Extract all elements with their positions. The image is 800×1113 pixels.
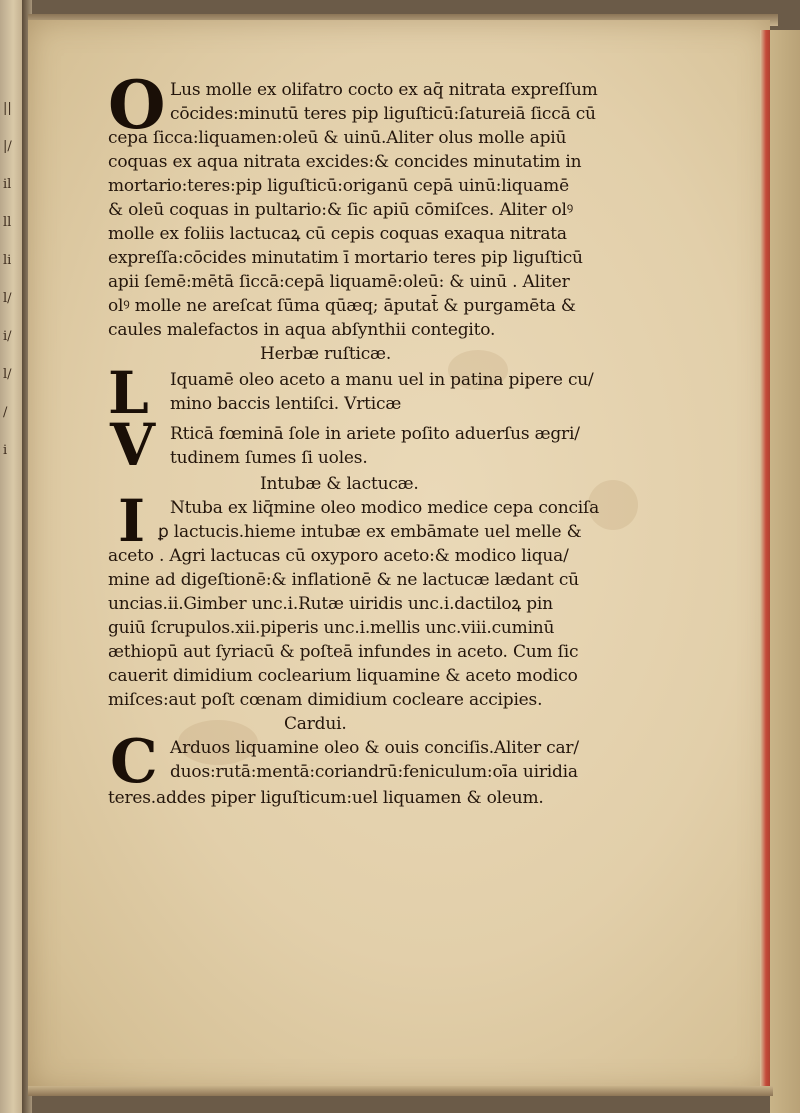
page-bottom-edge <box>28 1086 773 1096</box>
drop-cap-l: L <box>108 359 149 427</box>
text-line: Lus molle ex olifatro cocto ex aq̄ nitrata expreſſum <box>170 80 598 100</box>
text-line: Rticā fœminā ſole in ariete poſito aduerſus ægri/ <box>170 424 580 444</box>
text-line: expreſſa:cōcides minutatim ī mortario teres pip liguſticū <box>108 248 583 268</box>
drop-cap-o: O <box>108 66 166 144</box>
text-line: miſces:aut poſt cœnam dimidium cocleare accipies. <box>108 690 543 710</box>
text-line: coquas ex aqua nitrata excides:& concides minutatim in <box>108 152 582 172</box>
drop-cap-c: C <box>110 727 158 797</box>
text-line: guiū ſcrupulos.xii.piperis unc.i.mellis unc.viii.cuminū <box>108 618 555 638</box>
text-line: mine ad digeſtionē:& inflationē & ne lactucæ lædant cū <box>108 570 579 590</box>
drop-cap-i: I <box>118 487 145 555</box>
facing-page-marks: || |/ il ll li l/ i/ l/ / i <box>3 101 12 458</box>
text-line: tudinem ſumes ſi uoles. <box>170 448 368 468</box>
text-line: uncias.ii.Gimber unc.i.Rutæ uiridis unc.i.dactiloꝝ pin <box>108 594 553 614</box>
section-heading-herbae: Herbæ ruſticæ. <box>260 344 392 364</box>
facing-page-edge <box>0 0 24 1113</box>
text-line: & oleū coquas in pultario:& ſic apiū cōmiſces. Aliter olꝰ <box>108 200 574 220</box>
section-heading-cardui: Cardui. <box>284 714 347 734</box>
text-line: duos:rutā:mentā:coriandrū:feniculum:oīa uiridia <box>170 762 578 782</box>
text-line: Iquamē oleo aceto a manu uel in patina pipere cu/ <box>170 370 594 390</box>
page-right-edge <box>760 30 770 1095</box>
text-line: teres.addes piper liguſticum:uel liquamen & oleum. <box>108 788 544 808</box>
text-line: cauerit dimidium coclearium liquamine & aceto modico <box>108 666 578 686</box>
text-line: Ntuba ex liq̄mine oleo modico medice cepa conciſa <box>170 498 600 518</box>
text-line: molle ex foliis lactucaꝝ cū cepis coquas exaqua nitrata <box>108 224 567 244</box>
book-cover-board <box>770 30 800 1113</box>
section-heading-intubae: Intubæ & lactucæ. <box>260 474 419 494</box>
text-line: ꝑ lactucis.hieme intubæ ex embāmate uel melle & <box>158 522 582 542</box>
text-line: æthiopū aut ſyriacū & poſteā infundes in aceto. Cum ſic <box>108 642 579 662</box>
text-line: cōcides:minutū teres pip liguſticū:ſatureiā ſiccā cū <box>170 104 596 124</box>
text-line: mino baccis lentiſci. Vrticæ <box>170 394 402 414</box>
text-line: olꝰ molle ne areſcat ſūma qūæq; āputat̄ & purgamēta & <box>108 296 576 316</box>
text-line: caules malefactos in aqua abſynthii contegito. <box>108 320 496 340</box>
text-line: apii ſemē:mētā ſiccā:cepā liquamē:oleū: & uinū . Aliter <box>108 272 570 292</box>
text-line: Arduos liquamine oleo & ouis conciſis.Aliter car/ <box>170 738 579 758</box>
text-line: mortario:teres:pip liguſticū:origanū cepā uinū:liquamē <box>108 176 569 196</box>
text-line: aceto . Agri lactucas cū oxyporo aceto:& modico liqua/ <box>108 546 569 566</box>
drop-cap-v: V <box>110 411 155 479</box>
text-line: cepa ſicca:liquamen:oleū & uinū.Aliter olus molle apiū <box>108 128 567 148</box>
